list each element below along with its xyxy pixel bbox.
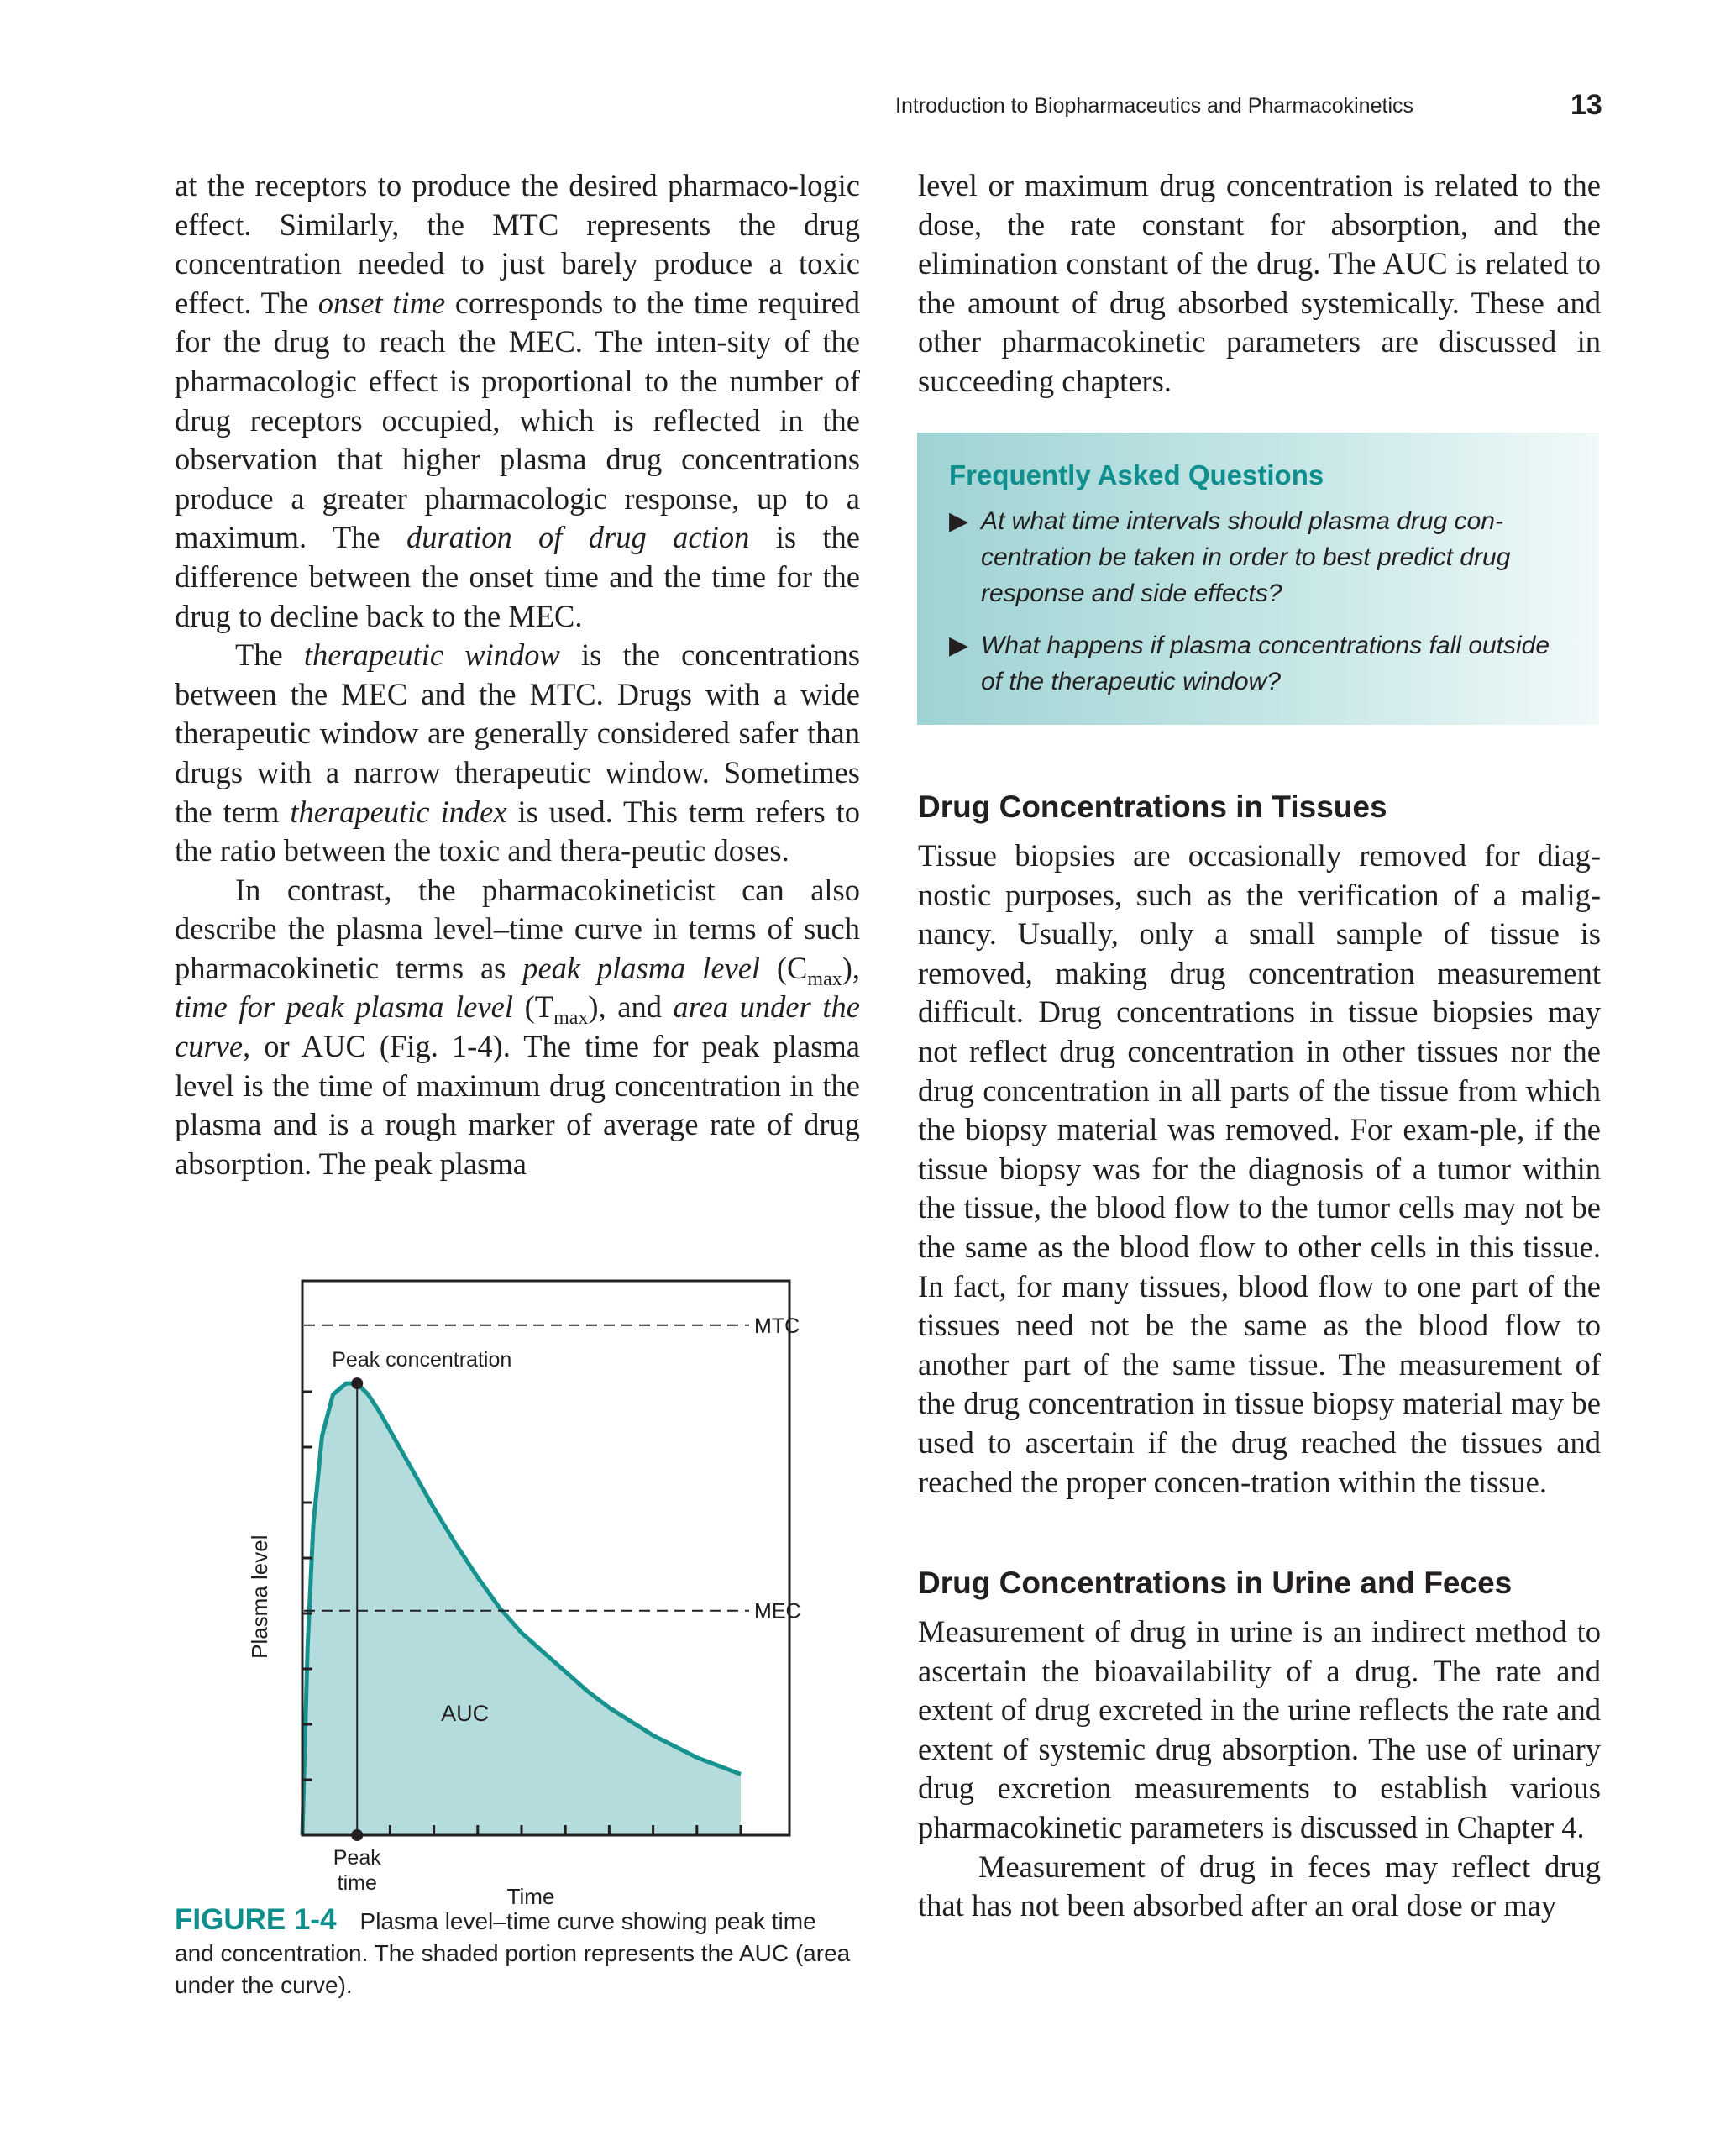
tissues-paragraph: Tissue biopsies are occasionally removed for diag-nostic purposes, such as the verification of a malig-nancy. Usually, only a small sample of tissue is removed, making drug concentration measurement difficult. Drug concentrations in tissue biopsies may not reflect drug concentration in other tissues nor the drug concentration in all parts of the tissue from which the biopsy material was removed. For exam-ple, if the tissue biopsy was for the diagnosis of a tumor within the tissue, the blood flow to the tumor cells may not be the same as the blood flow to other cells in this tissue. In fact, for many tissues, blood flow to one part of the tissues need not be the same as the blood flow to another part of the same tissue. The measurement of the drug concentration in tissue biopsy material may be used to ascertain if the drug reached the tissues and reached the proper concen-tration within the tissue. — [918, 838, 1601, 1499]
text-run: In contrast, the pharmacokineticist can also describe the plasma level–time curve in terms of such pharmacokinetic terms as — [175, 872, 860, 985]
emphasized-term: duration of drug action — [406, 520, 750, 555]
faq-question-1-text: At what time intervals should plasma drug con-centration be taken in order to best predict drug response and side effects? — [981, 507, 1511, 607]
left-column — [175, 166, 860, 1183]
text-run: at the receptors to produce the desired pharmaco-logic effect. Similarly, the MTC represents the drug concentration needed to just barely produce a toxic effect. The — [175, 168, 860, 320]
urine-paragraph: Measurement of drug in urine is an indirect method to ascertain the bioavailability of a drug. The rate and extent of drug excreted in the urine reflects the rate and extent of systemic drug absorption. The use of urinary drug excretion measurements to establish various pharmacokinetic parameters is discussed in Chapter 4. — [918, 1614, 1601, 1845]
faq-title: Frequently Asked Questions — [949, 459, 1324, 490]
text-run: is the difference between the onset time and the time for the drug to decline back to the MEC. — [175, 520, 860, 633]
left-paragraph-1 — [175, 166, 860, 636]
text-run: ), and — [588, 989, 674, 1025]
plasma-level-chart — [218, 1251, 823, 1907]
faq-question-2-text: What happens if plasma concentrations fall outside of the therapeutic window? — [981, 632, 1550, 695]
faq-box — [917, 433, 1599, 725]
figure-label: FIGURE 1-4 — [175, 1903, 337, 1936]
peak-point — [351, 1377, 363, 1389]
text-run: is used. This term refers to the ratio between the toxic and thera-peutic doses. — [175, 794, 860, 868]
page-number: 13 — [1571, 89, 1602, 121]
emphasized-term: therapeutic index — [290, 794, 507, 829]
text-run: (C — [760, 950, 808, 985]
peak-time-point — [351, 1829, 363, 1841]
text-run: is the concentrations between the MEC and the MTC. Drugs with a wide therapeutic window are generally considered safer than drugs with a narrow therapeutic window. Sometimes the term — [175, 637, 861, 829]
emphasized-term: time for peak plasma level — [175, 989, 514, 1025]
section-heading-urine-feces: Drug Concentrations in Urine and Feces — [918, 1566, 1513, 1601]
emphasized-term: peak plasma level — [522, 950, 761, 985]
peak-time-label: time — [337, 1871, 377, 1895]
text-run: corresponds to the time required for the drug to reach the MEC. The inten-sity of the pharmacologic effect is proportional to the number of drug receptors occupied, which is reflected in the observation that higher plasma drug concentrations produce a greater pharmacologic response, up to a maximum. The — [175, 285, 861, 555]
subscript: max — [553, 1007, 589, 1030]
running-head: Introduction to Biopharmaceutics and Pharmacokinetics — [895, 94, 1413, 118]
text-run: or AUC (Fig. 1-4). The time for peak plasma level is the time of maximum drug concentration in the plasma and is a rough marker of average rate of drug absorption. The peak plasma — [175, 1029, 860, 1181]
right-column-bottom — [918, 788, 1601, 1926]
emphasized-term: onset time — [317, 285, 446, 320]
emphasized-term: therapeutic window — [303, 637, 560, 673]
faq-question-1 — [949, 503, 1571, 611]
mec-label: MEC — [754, 1599, 801, 1624]
text-run: (T — [513, 989, 554, 1025]
text-run: The — [235, 637, 304, 673]
mtc-label: MTC — [754, 1314, 800, 1338]
x-axis-label: Time — [506, 1884, 555, 1907]
left-paragraph-2 — [175, 636, 860, 871]
left-paragraph-3 — [175, 871, 860, 1184]
y-axis-label: Plasma level — [247, 1534, 272, 1659]
section-heading-tissues: Drug Concentrations in Tissues — [918, 789, 1387, 824]
peak-concentration-label: Peak concentration — [332, 1348, 512, 1372]
text-run: ), — [842, 950, 861, 985]
triangle-bullet-icon: ▶ — [949, 507, 969, 535]
right-paragraph-continued: level or maximum drug concentration is related to the dose, the rate constant for absorption, and the elimination constant of the drug. The AUC is related to the amount of drug absorbed systemically. These and other pharmacokinetic parameters are discussed in succeeding chapters. — [918, 168, 1601, 398]
right-column-top — [918, 166, 1601, 401]
figure-caption — [175, 1904, 860, 2001]
subscript: max — [807, 968, 842, 990]
triangle-bullet-icon: ▶ — [949, 632, 969, 659]
emphasized-term: area under the curve, — [175, 989, 861, 1064]
faq-question-2 — [949, 627, 1571, 700]
peak-time-label: Peak — [333, 1846, 381, 1870]
auc-label: AUC — [441, 1700, 490, 1726]
auc-area — [302, 1383, 741, 1835]
figure-caption-text: Plasma level–time curve showing peak time and concentration. The shaded portion represents the AUC (area under the curve). — [175, 1908, 851, 1998]
feces-paragraph: Measurement of drug in feces may reflect drug that has not been absorbed after an oral dose or may — [918, 1849, 1601, 1923]
